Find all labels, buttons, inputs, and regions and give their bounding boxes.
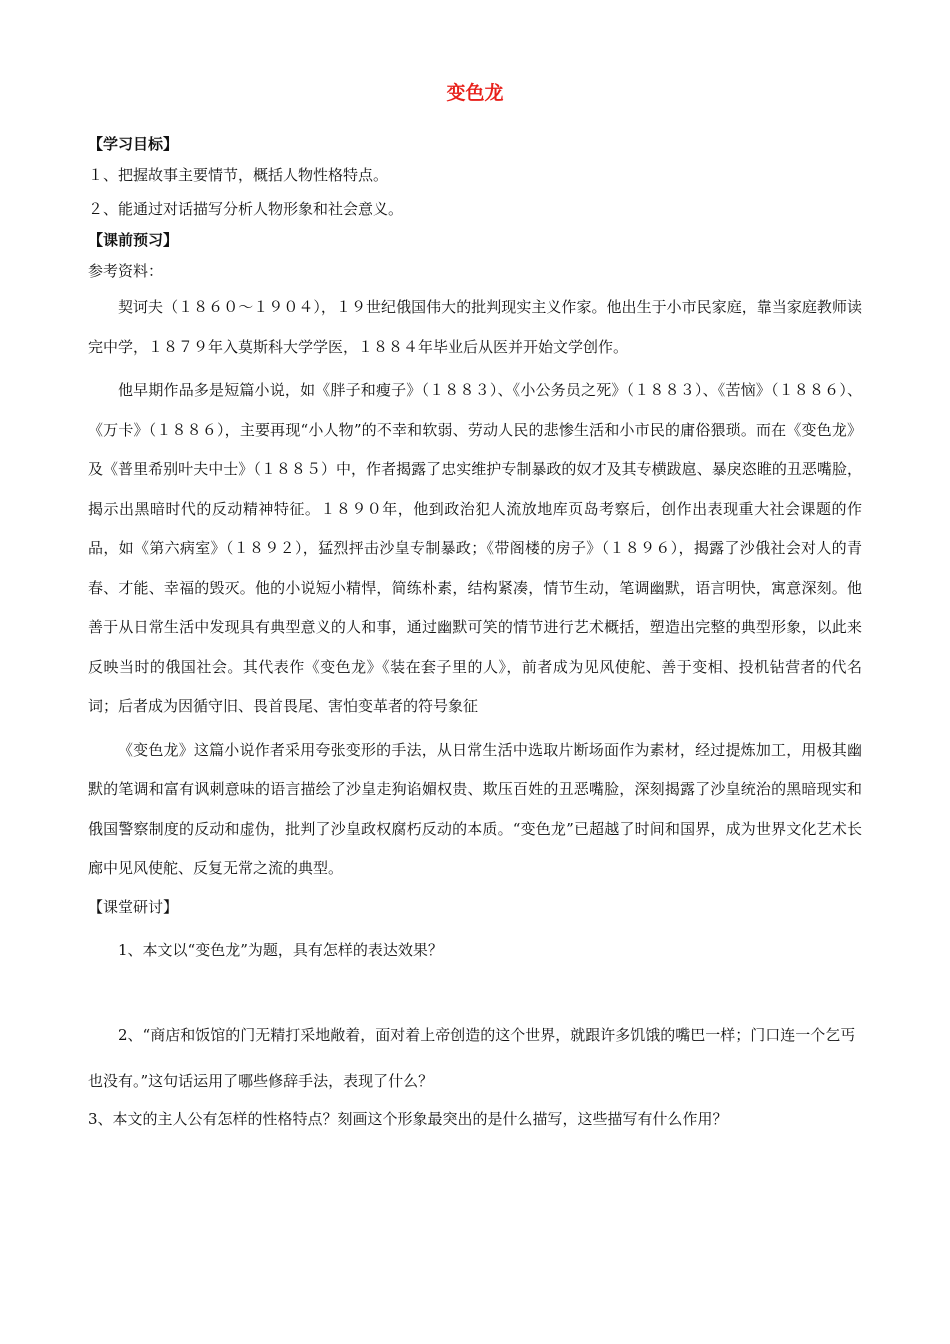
reference-paragraph: 契诃夫（１８６０～１９０４），１９世纪俄国伟大的批判现实主义作家。他出生于小市民家庭，靠当家庭教师读完中学，１８７９年入莫斯科大学学医，１８８４年毕业后从医并开始文学创作。 (88, 298, 862, 356)
section-heading-classroom: 【课堂研讨】 (88, 897, 179, 916)
objective-item: １、把握故事主要情节，概括人物性格特点。 (88, 166, 389, 184)
section-heading-preview: 【课前预习】 (88, 231, 179, 249)
document-title: 变色龙 (446, 82, 504, 104)
objective-item: ２、能通过对话描写分析人物形象和社会意义。 (88, 200, 404, 218)
discussion-question: 3、本文的主人公有怎样的性格特点？刻画这个形象最突出的是什么描写，这些描写有什么作用？ (88, 1109, 728, 1128)
discussion-question: 1、本文以“变色龙”为题，具有怎样的表达效果？ (118, 940, 443, 959)
reference-paragraph: 《变色龙》这篇小说作者采用夸张变形的手法，从日常生活中选取片断场面作为素材，经过提炼加工，用极其幽默的笔调和富有讽刺意味的语言描绘了沙皇走狗谄媚权贵、欺压百姓的丑恶嘴脸，深刻揭露了沙皇统治的黑暗现实和俄国警察制度的反动和虚伪，批判了沙皇政权腐朽反动的本质。“变色龙”已超越了时间和国界，成为世界文化艺术长廊中见风使舵、反复无常之流的典型。 (88, 740, 862, 877)
reference-label: 参考资料： (88, 262, 164, 280)
discussion-question: 2、“商店和饭馆的门无精打采地敞着，面对着上帝创造的这个世界，就跟许多饥饿的嘴巴一样；门口连一个乞丐也没有。”这句话运用了哪些修辞手法，表现了什么？ (88, 1025, 856, 1090)
reference-paragraph: 他早期作品多是短篇小说，如《胖子和瘦子》（１８８３）、《小公务员之死》（１８８３）、《苦恼》（１８８６）、《万卡》（１８８６），主要再现“小人物”的不幸和软弱、劳动人民的悲惨生活和小市民的庸俗猥琐。而在《变色龙》及《普里希别叶夫中士》（１８８５）中，作者揭露了忠实维护专制暴政的奴才及其专横跋扈、暴戾恣睢的丑恶嘴脸，揭示出黑暗时代的反动精神特征。１８９０年，他到政治犯人流放地库页岛考察后，创作出表现重大社会课题的作品，如《第六病室》（１８９２），猛烈抨击沙皇专制暴政；《带阁楼的房子》（１８９６），揭露了沙俄社会对人的青春、才能、幸福的毁灭。他的小说短小精悍，简练朴素，结构紧凑，情节生动，笔调幽默，语言明快，寓意深刻。他善于从日常生活中发现具有典型意义的人和事，通过幽默可笑的情节进行艺术概括，塑造出完整的典型形象，以此来反映当时的俄国社会。其代表作《变色龙》《装在套子里的人》，前者成为见风使舵、善于变相、投机钻营者的代名词；后者成为因循守旧、畏首畏尾、害怕变革者的符号象征 (88, 381, 862, 715)
section-heading-objectives: 【学习目标】 (88, 135, 179, 153)
